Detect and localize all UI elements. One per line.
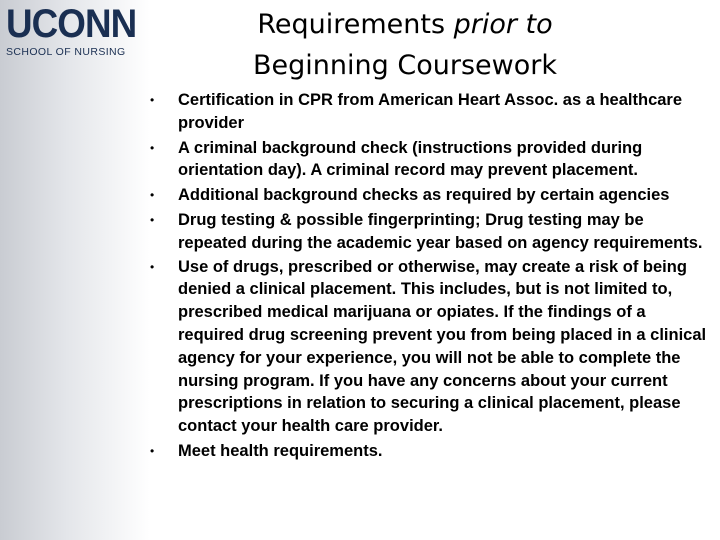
bullet-item-cpr xyxy=(150,89,716,135)
title-line-2: Beginning Coursework xyxy=(253,50,557,81)
bullet-dot: • xyxy=(150,140,155,155)
title-emphasis: prior to xyxy=(453,9,553,40)
bullet-text: A criminal background check (instructions provided during orientation day). A criminal record may prevent placement. xyxy=(178,138,643,180)
bullet-item-drug-testing xyxy=(150,209,716,255)
bullet-dot: • xyxy=(150,259,155,274)
bullet-item-additional-checks xyxy=(150,184,716,207)
sidebar-gradient-background xyxy=(0,0,150,540)
bullet-text: Certification in CPR from American Heart Assoc. as a healthcare provider xyxy=(178,91,683,132)
bullet-dot: • xyxy=(150,212,155,227)
uconn-logo xyxy=(6,4,151,58)
logo-subtitle: SCHOOL OF NURSING xyxy=(6,46,126,58)
bullet-text: Additional background checks as required by certain agencies xyxy=(178,186,670,205)
bullet-text: Use of drugs, prescribed or otherwise, may create a risk of being denied a clinical placement. This includes, but is not limited to, prescribed medical marijuana or opiates. If the findings of a required drug screening prevent you from being placed in a clinical agency for your experience, you will not be able to complete the nursing program. If you have any concerns about your current prescriptions in relation to securing a clinical placement, please contact your health care provider. xyxy=(178,257,707,436)
bullet-dot: • xyxy=(150,443,155,458)
title-line-1-text: Requirements xyxy=(257,9,454,40)
bullet-item-drug-use-policy xyxy=(150,256,716,438)
title-line-1 xyxy=(160,4,650,45)
slide-title xyxy=(160,4,650,86)
bullet-item-health-requirements xyxy=(150,440,716,463)
requirements-list xyxy=(150,89,716,463)
bullet-dot: • xyxy=(150,188,155,203)
bullet-text: Meet health requirements. xyxy=(178,441,383,460)
bullet-text: Drug testing & possible fingerprinting; Drug testing may be repeated during the academic year based on agency requirements. xyxy=(178,210,703,252)
logo-wordmark: UCONN xyxy=(6,2,137,46)
bullet-dot: • xyxy=(150,93,155,107)
bullet-item-background-check xyxy=(150,137,716,183)
